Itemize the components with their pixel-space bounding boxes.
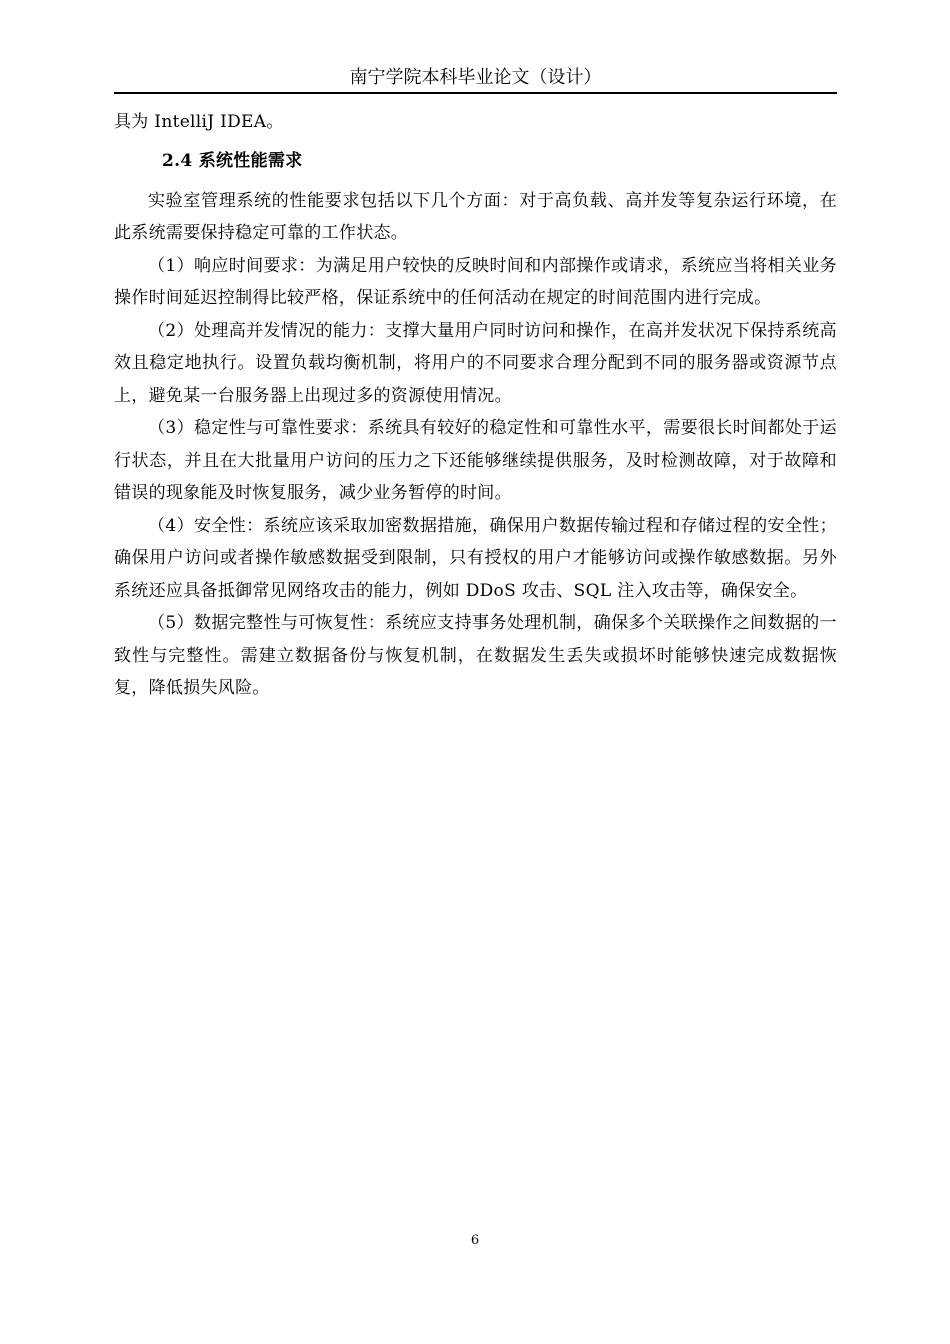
intro-paragraph: 实验室管理系统的性能要求包括以下几个方面：对于高负载、高并发等复杂运行环境，在此系统需要保持稳定可靠的工作状态。 <box>114 190 837 243</box>
requirement-item-2: （2）处理高并发情况的能力：支撑大量用户同时访问和操作，在高并发状况下保持系统高效且稳定地执行。设置负载均衡机制，将用户的不同要求合理分配到不同的服务器或资源节点上，避免某一台服务器上出现过多的资源使用情况。 <box>114 320 837 406</box>
requirement-item-3: （3）稳定性与可靠性要求：系统具有较好的稳定性和可靠性水平，需要很长时间都处于运行状态，并且在大批量用户访问的压力之下还能够继续提供服务，及时检测故障，对于故障和错误的现象能及时恢复服务，减少业务暂停的时间。 <box>114 418 837 503</box>
section-heading: 2.4 系统性能需求 <box>162 150 303 171</box>
lead-line: 具为 IntelliJ IDEA。 <box>114 112 284 132</box>
requirement-item-1: （1）响应时间要求：为满足用户较快的反映时间和内部操作或请求，系统应当将相关业务操作时间延迟控制得比较严格，保证系统中的任何活动在规定的时间范围内进行完成。 <box>114 255 837 308</box>
requirement-item-4: （4）安全性：系统应该采取加密数据措施，确保用户数据传输过程和存储过程的安全性；确保用户访问或者操作敏感数据受到限制，只有授权的用户才能够访问或操作敏感数据。另外系统还应具备抵御常见网络攻击的能力，例如 DDoS 攻击、SQL 注入攻击等，确保安全。 <box>114 515 837 601</box>
requirement-item-5: （5）数据完整性与可恢复性：系统应支持事务处理机制，确保多个关联操作之间数据的一致性与完整性。需建立数据备份与恢复机制，在数据发生丢失或损坏时能够快速完成数据恢复，降低损失风险。 <box>114 613 837 698</box>
page-number: 6 <box>470 1233 480 1248</box>
page-header <box>114 66 837 94</box>
page-body <box>114 106 837 705</box>
header-title: 南宁学院本科毕业论文（设计） <box>349 67 602 88</box>
